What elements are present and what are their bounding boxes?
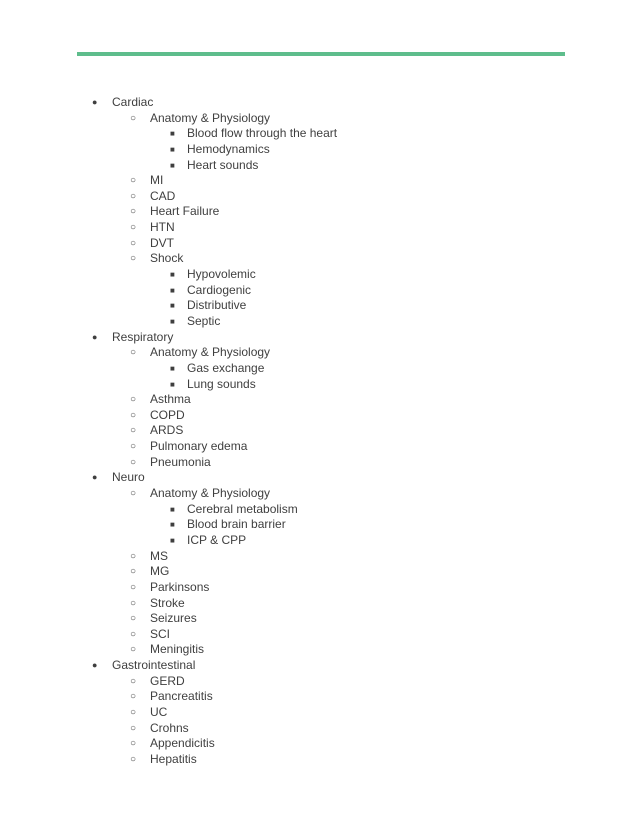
- outline-item-label: DVT: [150, 235, 174, 250]
- outline-item-label: Gas exchange: [187, 360, 265, 375]
- outline-item-label: Hemodynamics: [187, 141, 270, 156]
- outline-subtopic: [0, 642, 638, 658]
- bullet-hollow-circle-icon: ○: [130, 456, 137, 468]
- bullet-hollow-circle-icon: ○: [130, 206, 137, 218]
- outline-item-label: Cardiogenic: [187, 282, 252, 297]
- outline-subtopic: [0, 611, 638, 627]
- bullet-hollow-circle-icon: ○: [130, 112, 137, 124]
- outline-item-label: Septic: [187, 313, 221, 328]
- bullet-filled-circle-icon: ●: [92, 660, 98, 671]
- topic-outline: [0, 95, 638, 768]
- outline-item-label: Pancreatitis: [150, 689, 213, 704]
- bullet-hollow-circle-icon: ○: [130, 347, 137, 359]
- outline-subtopic: [0, 455, 638, 471]
- bullet-hollow-circle-icon: ○: [130, 597, 137, 609]
- outline-item-label: Blood flow through the heart: [187, 126, 338, 141]
- outline-subitem: [0, 283, 638, 299]
- outline-item-label: SCI: [150, 626, 171, 641]
- bullet-square-icon: ■: [170, 160, 175, 170]
- outline-item-label: GERD: [150, 673, 185, 688]
- outline-subtopic: [0, 345, 638, 361]
- bullet-square-icon: ■: [170, 129, 175, 139]
- outline-subitem: [0, 314, 638, 330]
- outline-item-label: Neuro: [112, 470, 145, 485]
- outline-subtopic: [0, 564, 638, 580]
- bullet-hollow-circle-icon: ○: [130, 691, 137, 703]
- outline-subtopic: [0, 423, 638, 439]
- outline-subtopic: [0, 486, 638, 502]
- outline-item-label: CAD: [150, 188, 176, 203]
- bullet-hollow-circle-icon: ○: [130, 722, 137, 734]
- bullet-hollow-circle-icon: ○: [130, 488, 137, 500]
- bullet-hollow-circle-icon: ○: [130, 706, 137, 718]
- outline-subtopic: [0, 220, 638, 236]
- bullet-square-icon: ■: [170, 285, 175, 295]
- bullet-hollow-circle-icon: ○: [130, 425, 137, 437]
- outline-subtopic: [0, 596, 638, 612]
- outline-item-label: Seizures: [150, 611, 197, 626]
- bullet-square-icon: ■: [170, 520, 175, 530]
- outline-subtopic: [0, 439, 638, 455]
- outline-item-label: MG: [150, 564, 170, 579]
- bullet-hollow-circle-icon: ○: [130, 566, 137, 578]
- outline-item-label: UC: [150, 704, 168, 719]
- bullet-hollow-circle-icon: ○: [130, 738, 137, 750]
- bullet-hollow-circle-icon: ○: [130, 222, 137, 234]
- bullet-square-icon: ■: [170, 144, 175, 154]
- bullet-filled-circle-icon: ●: [92, 97, 98, 107]
- outline-subtopic: [0, 627, 638, 643]
- bullet-square-icon: ■: [170, 270, 175, 280]
- outline-item-label: Blood brain barrier: [187, 517, 286, 532]
- outline-item-label: Anatomy & Physiology: [150, 110, 271, 125]
- outline-subtopic: [0, 705, 638, 721]
- header-rule: [77, 52, 565, 56]
- bullet-square-icon: ■: [170, 301, 175, 311]
- outline-subitem: [0, 517, 638, 533]
- outline-subtopic: [0, 204, 638, 220]
- outline-subtopic: [0, 549, 638, 565]
- outline-item-label: Cerebral metabolism: [187, 501, 298, 516]
- bullet-hollow-circle-icon: ○: [130, 581, 137, 593]
- outline-item-label: Hepatitis: [150, 751, 197, 766]
- outline-item-label: Hypovolemic: [187, 267, 256, 282]
- outline-topic: [0, 95, 638, 111]
- outline-subtopic: [0, 721, 638, 737]
- outline-subitem: [0, 158, 638, 174]
- outline-item-label: Respiratory: [112, 329, 174, 344]
- outline-subtopic: [0, 111, 638, 127]
- bullet-hollow-circle-icon: ○: [130, 237, 137, 249]
- bullet-square-icon: ■: [170, 504, 175, 514]
- outline-item-label: Pulmonary edema: [150, 439, 248, 454]
- outline-item-label: Parkinsons: [150, 579, 210, 594]
- bullet-filled-circle-icon: ●: [92, 331, 98, 342]
- bullet-filled-circle-icon: ●: [92, 472, 98, 483]
- bullet-hollow-circle-icon: ○: [130, 394, 137, 406]
- outline-item-label: COPD: [150, 407, 185, 422]
- outline-subitem: [0, 298, 638, 314]
- outline-item-label: Distributive: [187, 298, 247, 313]
- outline-item-label: MI: [150, 173, 164, 188]
- outline-subtopic: [0, 736, 638, 752]
- outline-item-label: Heart Failure: [150, 204, 220, 219]
- outline-item-label: ARDS: [150, 423, 184, 438]
- outline-subtopic: [0, 236, 638, 252]
- outline-topic: [0, 470, 638, 486]
- bullet-hollow-circle-icon: ○: [130, 753, 137, 765]
- outline-item-label: Gastrointestinal: [112, 658, 196, 673]
- outline-subtopic: [0, 752, 638, 768]
- outline-item-label: MS: [150, 548, 168, 563]
- bullet-square-icon: ■: [170, 316, 175, 326]
- bullet-hollow-circle-icon: ○: [130, 175, 137, 187]
- outline-item-label: ICP & CPP: [187, 532, 247, 547]
- outline-item-label: Anatomy & Physiology: [150, 486, 271, 501]
- bullet-hollow-circle-icon: ○: [130, 675, 137, 687]
- bullet-hollow-circle-icon: ○: [130, 644, 137, 656]
- outline-subtopic: [0, 173, 638, 189]
- bullet-hollow-circle-icon: ○: [130, 628, 137, 640]
- outline-subtopic: [0, 251, 638, 267]
- outline-item-label: Appendicitis: [150, 736, 215, 751]
- outline-item-label: HTN: [150, 220, 175, 235]
- outline-item-label: Cardiac: [112, 95, 154, 109]
- outline-item-label: Lung sounds: [187, 376, 256, 391]
- outline-item-label: Crohns: [150, 720, 189, 735]
- bullet-hollow-circle-icon: ○: [130, 253, 137, 265]
- outline-subitem: [0, 502, 638, 518]
- outline-item-label: Asthma: [150, 392, 191, 407]
- outline-subtopic: [0, 408, 638, 424]
- outline-subtopic: [0, 392, 638, 408]
- outline-subitem: [0, 142, 638, 158]
- outline-subtopic: [0, 689, 638, 705]
- outline-subtopic: [0, 580, 638, 596]
- outline-item-label: Heart sounds: [187, 157, 259, 172]
- outline-item-label: Meningitis: [150, 642, 205, 657]
- bullet-square-icon: ■: [170, 535, 175, 545]
- outline-subitem: [0, 361, 638, 377]
- bullet-hollow-circle-icon: ○: [130, 409, 137, 421]
- outline-subitem: [0, 377, 638, 393]
- bullet-hollow-circle-icon: ○: [130, 190, 137, 202]
- outline-subitem: [0, 126, 638, 142]
- outline-item-label: Pneumonia: [150, 454, 211, 469]
- bullet-square-icon: ■: [170, 363, 175, 373]
- outline-item-label: Shock: [150, 251, 184, 266]
- bullet-hollow-circle-icon: ○: [130, 550, 137, 562]
- bullet-hollow-circle-icon: ○: [130, 613, 137, 625]
- outline-topic: [0, 658, 638, 674]
- outline-subitem: [0, 533, 638, 549]
- bullet-square-icon: ■: [170, 379, 175, 389]
- outline-subtopic: [0, 674, 638, 690]
- outline-topic: [0, 330, 638, 346]
- outline-item-label: Anatomy & Physiology: [150, 345, 271, 360]
- bullet-hollow-circle-icon: ○: [130, 441, 137, 453]
- outline-subtopic: [0, 189, 638, 205]
- outline-subitem: [0, 267, 638, 283]
- outline-item-label: Stroke: [150, 595, 185, 610]
